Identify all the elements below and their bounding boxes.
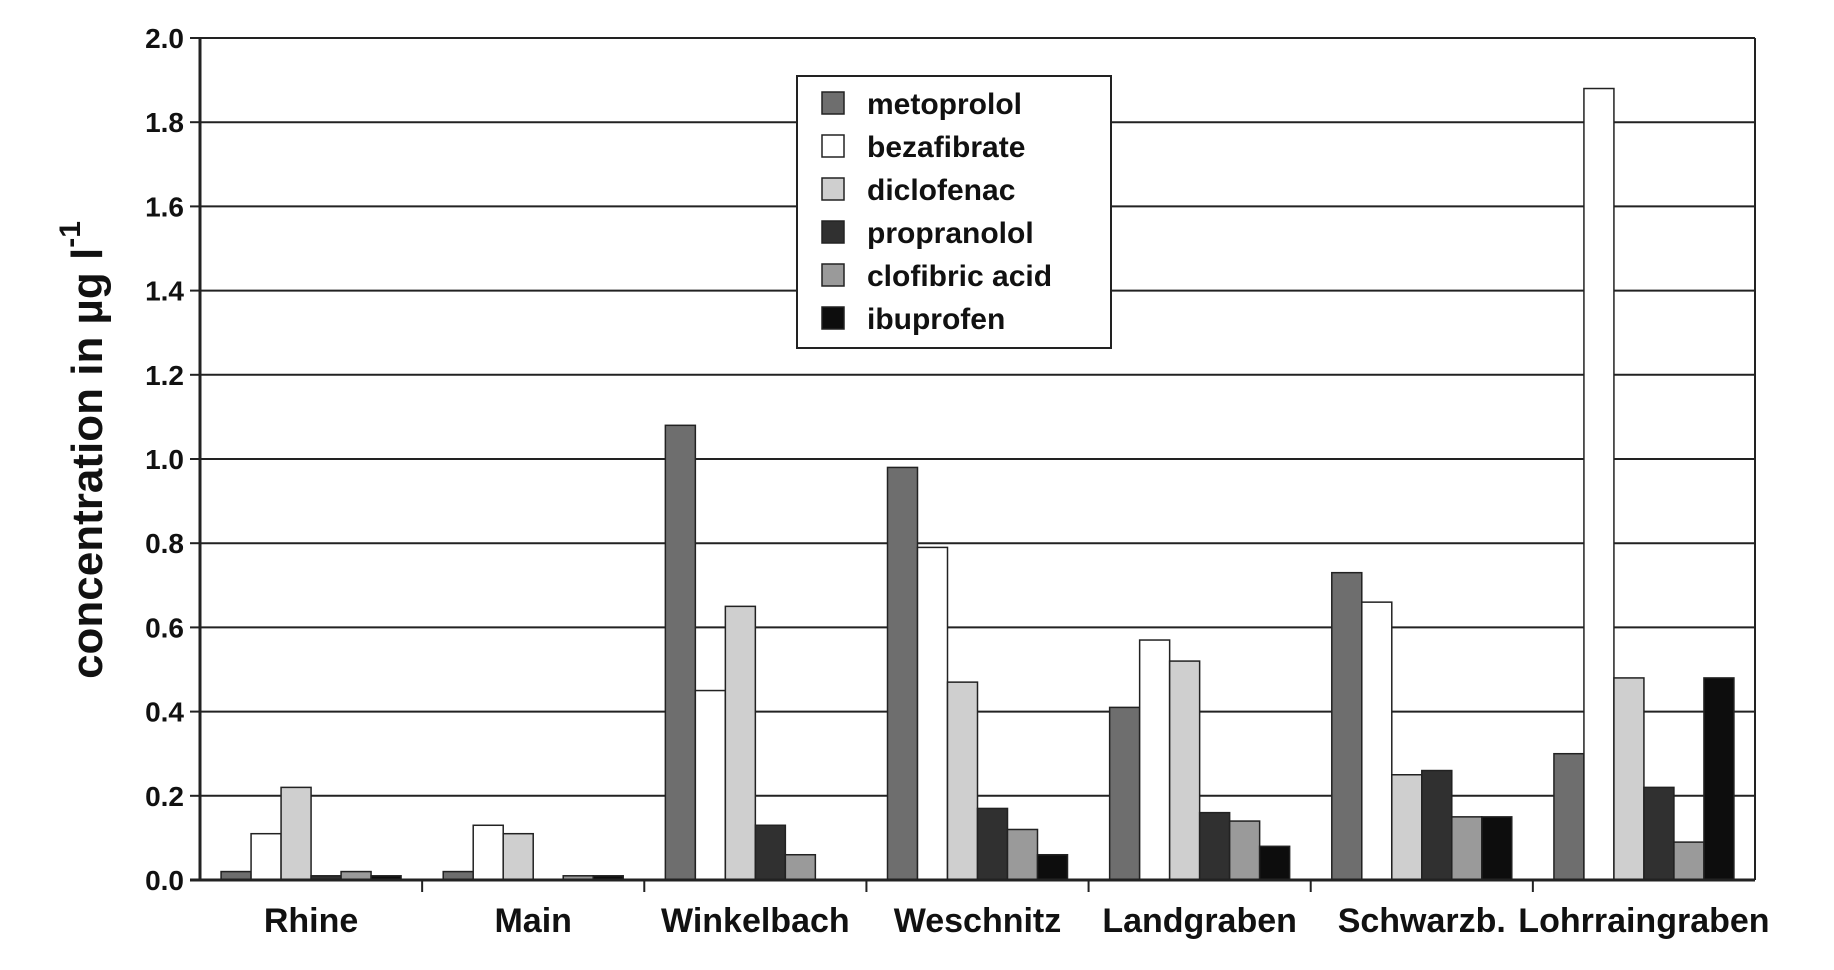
legend-label: ibuprofen	[867, 303, 1006, 336]
bar-ibuprofen-schwarzb	[1482, 817, 1512, 880]
legend-label: bezafibrate	[867, 131, 1026, 164]
legend-swatch	[822, 178, 844, 200]
x-category-label: Rhine	[263, 902, 359, 940]
bar-ibuprofen-landgraben	[1260, 846, 1290, 880]
bar-diclofenac-main	[503, 834, 533, 880]
bar-propranolol-landgraben	[1200, 813, 1230, 880]
bar-bezafibrate-main	[473, 825, 503, 880]
bar-metoprolol-weschnitz	[888, 467, 918, 880]
bar-clofibric-acid-weschnitz	[1008, 829, 1038, 880]
bar-metoprolol-schwarzb	[1332, 573, 1362, 880]
bar-diclofenac-weschnitz	[948, 682, 978, 880]
legend-swatch	[822, 135, 844, 157]
y-tick-label: 1.4	[145, 275, 184, 307]
bar-metoprolol-winkelbach	[665, 425, 695, 880]
x-category-label: Lohrraingraben	[1518, 902, 1770, 940]
bar-bezafibrate-rhine	[251, 834, 281, 880]
x-category-label: Winkelbach	[661, 902, 850, 940]
bar-bezafibrate-winkelbach	[695, 691, 725, 880]
bar-diclofenac-lohrraingraben	[1614, 678, 1644, 880]
y-tick-label: 1.2	[145, 359, 184, 391]
x-category-label: Landgraben	[1102, 902, 1297, 940]
y-tick-labels	[145, 23, 184, 896]
x-category-label: Main	[494, 902, 572, 940]
bar-propranolol-weschnitz	[978, 808, 1008, 880]
bar-bezafibrate-lohrraingraben	[1584, 89, 1614, 880]
legend-label: propranolol	[867, 217, 1034, 250]
y-tick-label: 0.2	[145, 780, 184, 812]
y-tick-label: 0.8	[145, 528, 184, 560]
bar-metoprolol-lohrraingraben	[1554, 754, 1584, 880]
bar-diclofenac-schwarzb	[1392, 775, 1422, 880]
y-axis-label	[54, 221, 112, 679]
bar-ibuprofen-lohrraingraben	[1704, 678, 1734, 880]
y-axis-label-superscript: -1	[54, 221, 87, 248]
legend	[797, 76, 1111, 348]
y-tick-label: 0.0	[145, 865, 184, 896]
bar-diclofenac-winkelbach	[725, 606, 755, 880]
y-tick-label: 1.8	[145, 107, 184, 139]
bar-metoprolol-landgraben	[1110, 707, 1140, 880]
bar-ibuprofen-weschnitz	[1038, 855, 1068, 880]
bar-clofibric-acid-lohrraingraben	[1674, 842, 1704, 880]
bar-bezafibrate-weschnitz	[918, 547, 948, 880]
bar-propranolol-winkelbach	[755, 825, 785, 880]
bar-clofibric-acid-winkelbach	[785, 855, 815, 880]
y-tick-label: 0.6	[145, 612, 184, 644]
bar-diclofenac-rhine	[281, 787, 311, 880]
bar-propranolol-lohrraingraben	[1644, 787, 1674, 880]
y-tick-label: 2.0	[145, 23, 184, 54]
legend-label: clofibric acid	[867, 260, 1053, 293]
bar-propranolol-schwarzb	[1422, 771, 1452, 880]
x-category-label: Weschnitz	[893, 902, 1062, 940]
x-category-labels	[264, 902, 1770, 940]
bar-bezafibrate-schwarzb	[1362, 602, 1392, 880]
y-tick-label: 0.4	[145, 696, 184, 728]
legend-swatch	[822, 92, 844, 114]
bar-diclofenac-landgraben	[1170, 661, 1200, 880]
bar-clofibric-acid-schwarzb	[1452, 817, 1482, 880]
x-category-label: Schwarzb.	[1337, 902, 1506, 940]
y-tick-label: 1.0	[145, 444, 184, 475]
bar-bezafibrate-landgraben	[1140, 640, 1170, 880]
legend-label: metoprolol	[867, 88, 1022, 121]
legend-label: diclofenac	[867, 174, 1016, 207]
legend-swatch	[822, 264, 844, 286]
legend-swatch	[822, 307, 844, 329]
y-tick-label: 1.6	[145, 191, 184, 223]
y-axis-label-text: concentration in µg l	[63, 247, 112, 679]
bar-clofibric-acid-landgraben	[1230, 821, 1260, 880]
legend-swatch	[822, 221, 844, 243]
